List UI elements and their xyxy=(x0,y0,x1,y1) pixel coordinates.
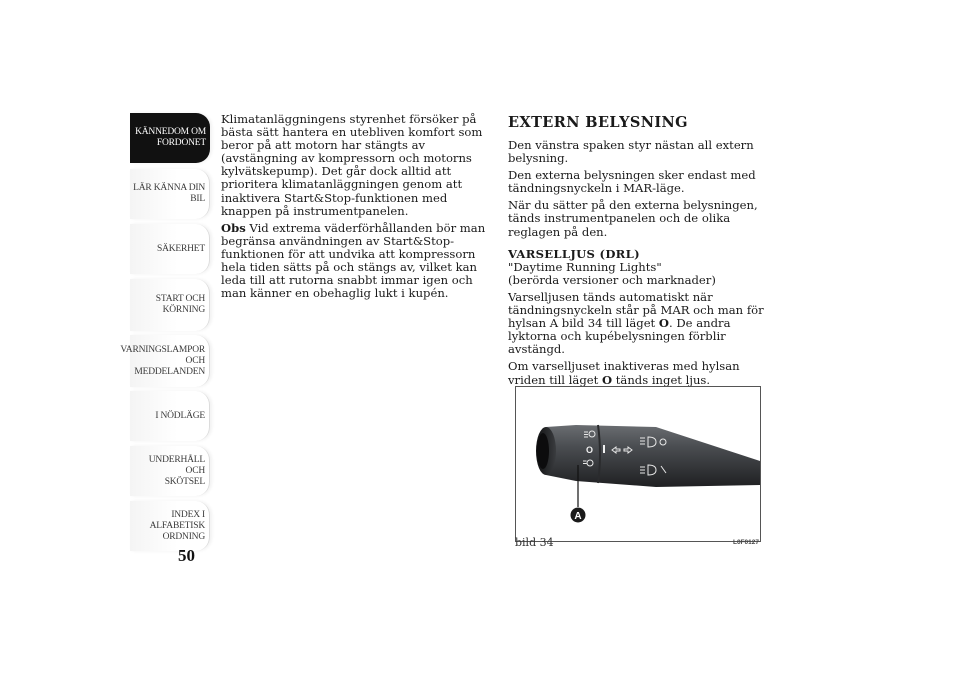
subheading-line: "Daytime Running Lights" xyxy=(508,259,662,274)
figure-code: L0F0127 xyxy=(732,539,759,546)
light-stalk-illustration xyxy=(516,387,760,541)
subheading-note: (berörda versioner och marknader) xyxy=(508,272,716,287)
left-text-column xyxy=(221,113,493,304)
tab-start-och-korning[interactable]: START OCH KÖRNING xyxy=(130,279,210,331)
obs-label: Obs xyxy=(221,220,246,235)
figure-caption xyxy=(515,536,761,549)
right-text-column xyxy=(508,113,778,391)
stalk-position-o-label: O xyxy=(586,445,594,455)
tab-i-nodlage[interactable]: I NÖDLÄGE xyxy=(130,391,210,441)
paragraph: Den vänstra spaken styr nästan all extern belysning. xyxy=(508,138,754,166)
paragraph: Den externa belysningen sker endast med tändningsnyckeln i MAR-läge. xyxy=(508,168,756,196)
paragraph: Klimatanläggningens styrenhet försöker på bästa sätt hantera en utebliven komfort som beror på att motorn har stängts av (avstängning av kompressorn och motorns kylvätskepump). Det går dock alltid att prioritera klimatanläggningen genom att inaktivera Start&Stop-funktionen med knappen på instrumentpanelen. xyxy=(221,112,483,218)
light-stalk-figure xyxy=(515,386,761,542)
obs-text: Vid extrema väderförhållanden bör man begränsa användningen av Start&Stop-funktionen för att undvika att kompressorn hela tiden sätts på och stängs av, vilket kan leda till att rutorna snabbt immar igen och man känner en obehaglig lukt i kupén. xyxy=(221,220,486,301)
figure-caption-text: bild 34 xyxy=(515,536,554,549)
tab-varningslampor[interactable]: VARNINGSLAMPOR OCH MEDDELANDEN xyxy=(130,335,210,387)
marker-a-label: A xyxy=(574,511,582,522)
subheading: VARSELLJUS (DRL) xyxy=(508,246,640,261)
tab-index[interactable]: INDEX I ALFABETISK ORDNING xyxy=(130,501,210,551)
obs-paragraph xyxy=(221,222,493,301)
tab-kannedom-om-fordonet[interactable]: KÄNNEDOM OM FORDONET xyxy=(130,113,210,163)
paragraph: När du sätter på den externa belysningen, tänds instrumentpanelen och de olika reglagen på den. xyxy=(508,198,758,239)
section-heading: EXTERN BELYSNING xyxy=(508,114,688,131)
tab-lar-kanna-din-bil[interactable]: LÄR KÄNNA DIN BIL xyxy=(130,169,210,219)
paragraph: Varselljusen tänds automatiskt när tändningsnyckeln står på MAR och man för hylsan A bild 34 till läget O. De andra lyktorna och kupébelysningen förblir avstängd. xyxy=(508,289,764,357)
tab-sakerhet[interactable]: SÄKERHET xyxy=(130,224,210,274)
tab-underhall-och-skotsel[interactable]: UNDERHÅLL OCH SKÖTSEL xyxy=(130,446,210,496)
paragraph: Om varselljuset inaktiveras med hylsan vriden till läget O tänds inget ljus. xyxy=(508,359,740,387)
page-number: 50 xyxy=(178,546,195,565)
